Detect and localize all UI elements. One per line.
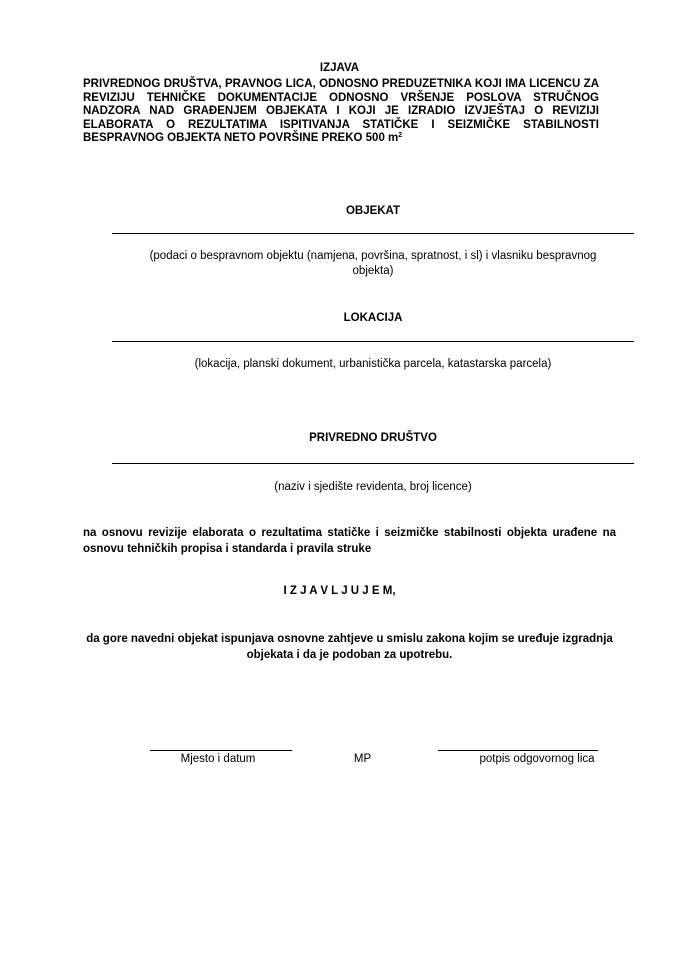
signature-label: potpis odgovornog lica — [479, 753, 595, 765]
place-date-line[interactable] — [150, 750, 292, 751]
area-unit-superscript: 2 — [398, 132, 403, 140]
objekat-caption: (podaci o bespravnom objektu (namjena, površina, spratnost, i sl) i vlasniku bespravnog objekta) — [149, 250, 597, 277]
place-date-label: Mjesto i datum — [180, 753, 256, 765]
signature-line[interactable] — [438, 750, 598, 751]
document-title-text: PRIVREDNOG DRUŠTVA, PRAVNOG LICA, ODNOSNO PREDUZETNIKA KOJI IMA LICENCU ZA REVIZIJU TEHNIČKE DOKUMENTACIJE ODNOSNO VRŠENJE POSLOVA STRUČNOG NADZORA NAD GRAĐENJEM OBJEKATA I KOJI JE IZRADIO IZVJEŠTAJ O REVIZIJI ELABORATA O REZULTATIMA ISPITIVANJA STATIČKE I SEIZMIČKE STABILNOSTI BESPRAVNOG OBJEKTA NETO POVRŠINE PREKO 500 m — [83, 78, 599, 145]
basis-paragraph: na osnovu revizije elaborata o rezultatima statičke i seizmičke stabilnosti objekta urađene na osnovu tehničkih propisa i standarda i pravila struke — [83, 527, 616, 555]
lokacija-title: LOKACIJA — [343, 312, 403, 324]
objekat-fill-line[interactable] — [112, 233, 634, 234]
lokacija-fill-line[interactable] — [112, 341, 634, 342]
declaration-heading: I Z J A V L J U J E M, — [283, 585, 396, 597]
objekat-title: OBJEKAT — [345, 205, 401, 217]
privredno-drustvo-fill-line[interactable] — [112, 463, 634, 464]
statement-paragraph: da gore navedni objekat ispunjava osnovne zahtjeve u smislu zakona kojim se uređuje izgradnja objekata i da je podoban za upotrebu. — [86, 633, 613, 661]
document-title — [83, 78, 599, 146]
document-header: IZJAVA — [319, 62, 360, 74]
privredno-drustvo-title: PRIVREDNO DRUŠTVO — [309, 432, 437, 444]
stamp-label: MP — [353, 753, 372, 765]
lokacija-caption: (lokacija, planski dokument, urbanistička parcela, katastarska parcela) — [194, 358, 552, 370]
privredno-drustvo-caption: (naziv i sjedište revidenta, broj licence) — [274, 481, 472, 493]
